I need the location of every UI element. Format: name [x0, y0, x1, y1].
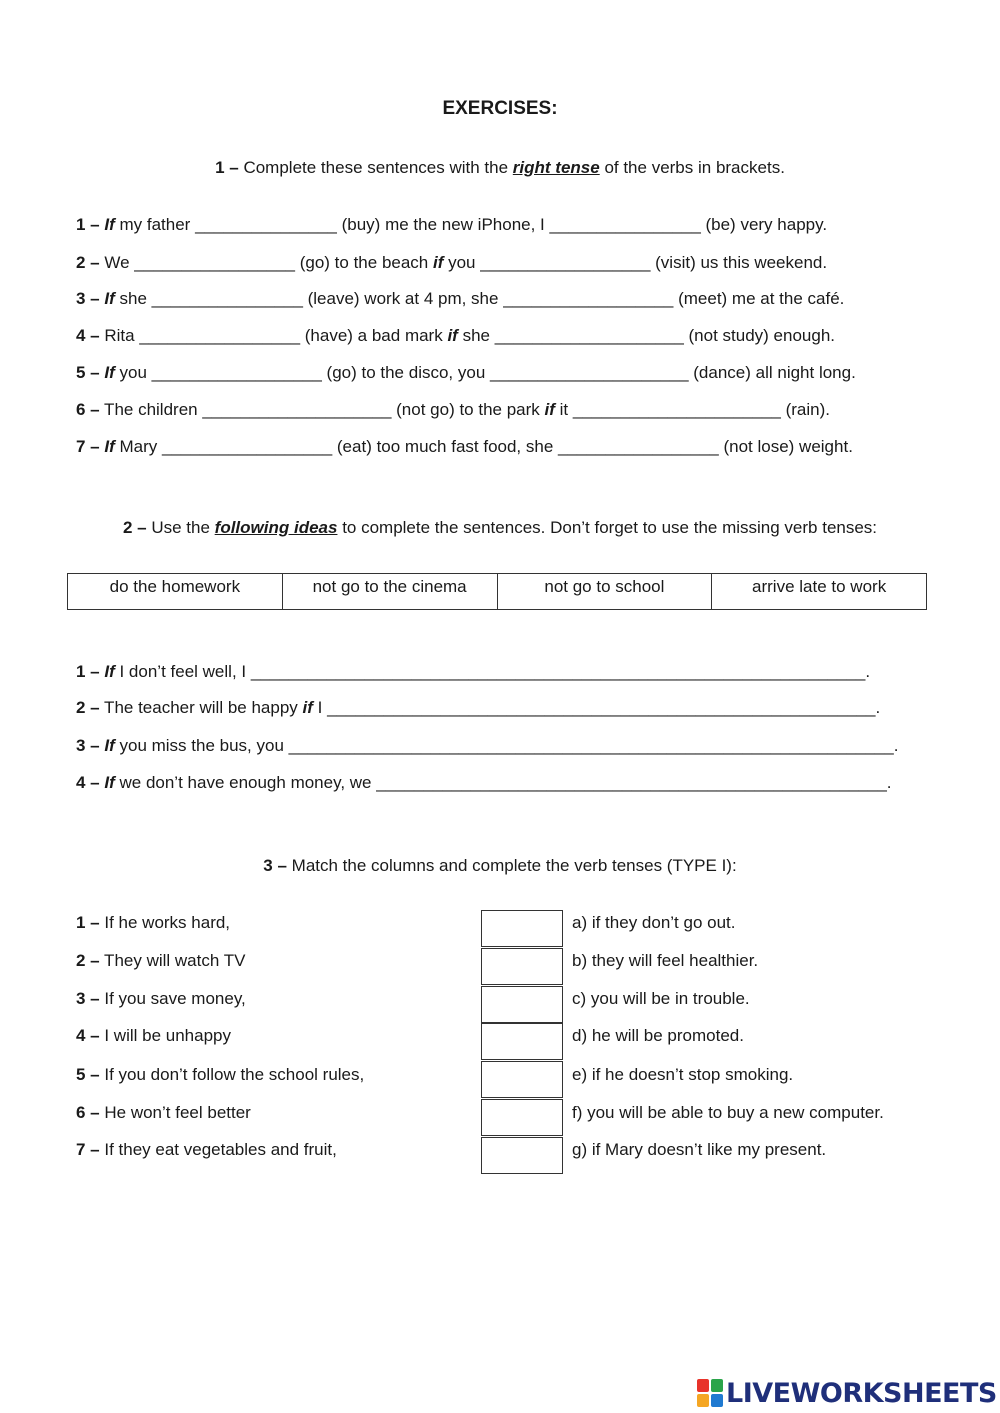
exercise-1-sentence: 1 – If my father _______________ (buy) me the new iPhone, I ________________ (be) very happy.	[76, 215, 828, 234]
match-right-item: c) you will be in trouble.	[572, 989, 750, 1008]
match-left-item: 1 – If he works hard,	[76, 913, 231, 932]
exercise-1-sentence: 5 – If you __________________ (go) to the disco, you _____________________ (dance) all night long.	[76, 363, 856, 382]
exercise-2-sentence: 2 – The teacher will be happy if I __________________________________________________________.	[76, 698, 881, 717]
exercise-1-keyword: right tense	[512, 158, 600, 177]
answer-box[interactable]	[481, 986, 563, 1023]
exercise-2-keyword: following ideas	[214, 518, 338, 537]
exercise-1-sentence: 6 – The children ____________________ (not go) to the park if it ______________________ (rain).	[76, 400, 830, 419]
exercise-1-sentence: 3 – If she ________________ (leave) work at 4 pm, she __________________ (meet) me at the café.	[76, 289, 845, 308]
match-right-item: g) if Mary doesn’t like my present.	[572, 1140, 827, 1159]
exercise-2-instruction: 2 – Use the following ideas to complete the sentences. Don’t forget to use the missing verb tenses:	[122, 518, 878, 537]
liveworksheets-logo	[697, 1376, 997, 1410]
answer-box[interactable]	[481, 1023, 563, 1060]
page-title: EXERCISES:	[442, 98, 558, 119]
match-right-item: e) if he doesn’t stop smoking.	[572, 1065, 794, 1084]
match-left-item: 6 – He won’t feel better	[76, 1103, 251, 1122]
match-right-item: b) they will feel healthier.	[572, 951, 759, 970]
exercise-1-sentence: 2 – We _________________ (go) to the beach if you __________________ (visit) us this weekend.	[76, 253, 828, 272]
exercise-3-number: 3 –	[263, 856, 287, 875]
answer-box[interactable]	[481, 910, 563, 947]
answer-box[interactable]	[481, 1061, 563, 1098]
exercise-2-sentence: 4 – If we don’t have enough money, we ______________________________________________________.	[76, 773, 892, 792]
exercise-3-instruction: 3 – Match the columns and complete the verb tenses (TYPE I):	[263, 856, 737, 875]
answer-box[interactable]	[481, 1099, 563, 1136]
exercise-1-instruction: 1 – Complete these sentences with the right tense of the verbs in brackets.	[215, 158, 785, 177]
idea-cell: not go to school	[497, 574, 712, 610]
exercise-1-sentence: 7 – If Mary __________________ (eat) too much fast food, she _________________ (not lose) weight.	[76, 437, 853, 456]
exercise-2-sentence: 1 – If I don’t feel well, I _________________________________________________________________.	[76, 662, 871, 681]
ideas-table	[67, 573, 927, 610]
idea-cell: do the homework	[68, 574, 283, 610]
match-left-item: 2 – They will watch TV	[76, 951, 246, 970]
match-right-item: f) you will be able to buy a new computer.	[572, 1103, 884, 1122]
answer-box[interactable]	[481, 948, 563, 985]
match-left-item: 3 – If you save money,	[76, 989, 246, 1008]
exercise-1-sentence: 4 – Rita _________________ (have) a bad mark if she ____________________ (not study) enough.	[76, 326, 835, 345]
match-right-item: d) he will be promoted.	[572, 1026, 744, 1045]
match-right-item: a) if they don’t go out.	[572, 913, 736, 932]
logo-text: LIVEWORKSHEETS	[726, 1377, 997, 1409]
logo-icon	[697, 1379, 723, 1407]
exercise-1-number: 1 –	[215, 158, 239, 177]
match-left-item: 5 – If you don’t follow the school rules,	[76, 1065, 365, 1084]
idea-cell: arrive late to work	[712, 574, 927, 610]
match-left-item: 7 – If they eat vegetables and fruit,	[76, 1140, 337, 1159]
answer-box[interactable]	[481, 1137, 563, 1174]
idea-cell: not go to the cinema	[282, 574, 497, 610]
exercise-2-number: 2 –	[122, 518, 147, 537]
exercise-2-sentence: 3 – If you miss the bus, you ________________________________________________________________.	[76, 736, 899, 755]
match-left-item: 4 – I will be unhappy	[76, 1026, 232, 1045]
